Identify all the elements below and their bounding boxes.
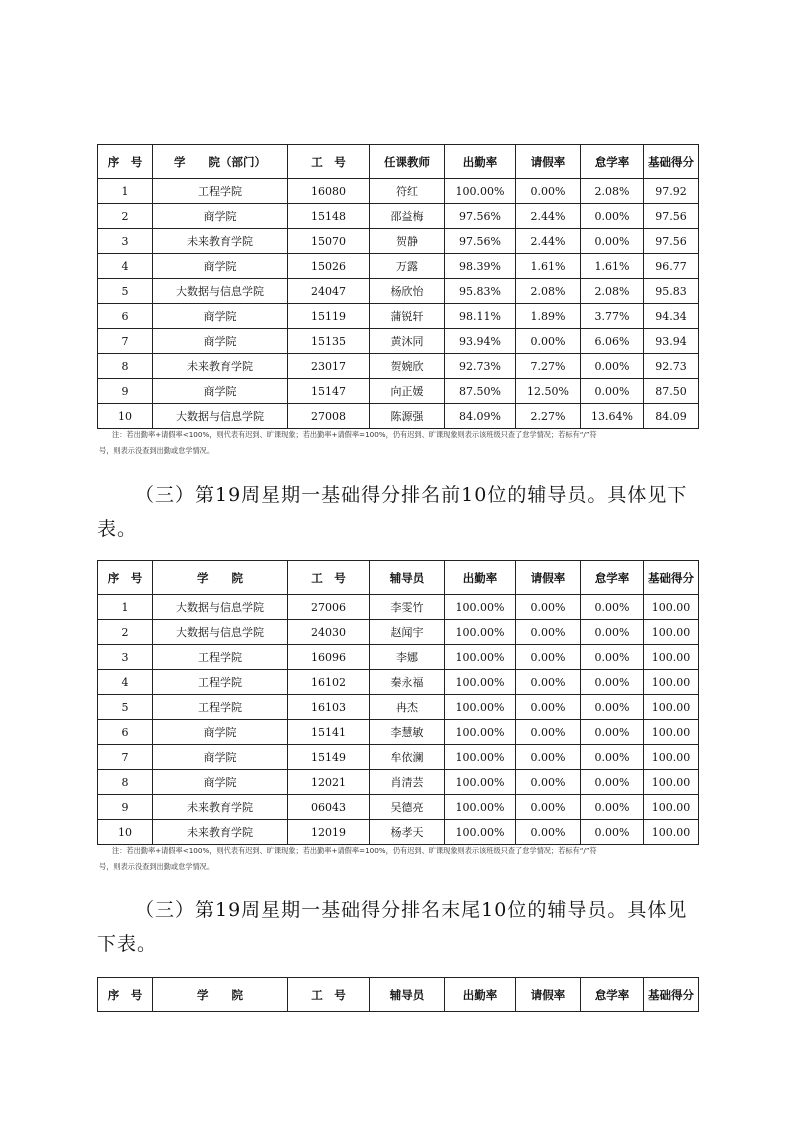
table-cell: 27008	[288, 404, 370, 429]
table-cell: 16096	[288, 645, 370, 670]
table-row	[98, 795, 699, 820]
table-cell: 24030	[288, 620, 370, 645]
table-cell: 0.00%	[581, 670, 644, 695]
table-cell: 3	[98, 645, 153, 670]
table-cell: 商学院	[153, 304, 288, 329]
table-cell: 12021	[288, 770, 370, 795]
table-cell: 06043	[288, 795, 370, 820]
table-cell: 10	[98, 404, 153, 429]
table-cell: 97.56	[644, 229, 699, 254]
table-cell: 15141	[288, 720, 370, 745]
table-cell: 10	[98, 820, 153, 845]
table-cell: 87.50%	[445, 379, 516, 404]
column-header: 出勤率	[445, 561, 516, 595]
table-cell: 0.00%	[516, 770, 581, 795]
table-cell: 0.00%	[581, 820, 644, 845]
table-cell: 97.56%	[445, 204, 516, 229]
table-cell: 87.50	[644, 379, 699, 404]
table-cell: 7	[98, 745, 153, 770]
table-cell: 未来教育学院	[153, 820, 288, 845]
table-cell: 6	[98, 304, 153, 329]
table-cell: 未来教育学院	[153, 229, 288, 254]
column-header: 序 号	[98, 561, 153, 595]
table-cell: 2.27%	[516, 404, 581, 429]
table-row	[98, 720, 699, 745]
table-cell: 工程学院	[153, 645, 288, 670]
table-cell: 84.09%	[445, 404, 516, 429]
table-cell: 2.44%	[516, 229, 581, 254]
table-cell: 0.00%	[516, 670, 581, 695]
teacher-ranking-table	[97, 144, 699, 429]
table-cell: 吴德亮	[370, 795, 445, 820]
table-note	[99, 427, 697, 459]
column-header: 基础得分	[644, 145, 699, 179]
table-cell: 0.00%	[581, 695, 644, 720]
table-header-row	[98, 145, 699, 179]
table-cell: 商学院	[153, 329, 288, 354]
table-cell: 3	[98, 229, 153, 254]
table-cell: 0.00%	[516, 595, 581, 620]
table-cell: 92.73	[644, 354, 699, 379]
table-cell: 1.61%	[581, 254, 644, 279]
table-cell: 0.00%	[516, 179, 581, 204]
table-row	[98, 820, 699, 845]
column-header: 请假率	[516, 978, 581, 1012]
table-cell: 0.00%	[581, 795, 644, 820]
table-row	[98, 745, 699, 770]
table-cell: 2	[98, 204, 153, 229]
table-cell: 向正媛	[370, 379, 445, 404]
table-cell: 大数据与信息学院	[153, 620, 288, 645]
table-row	[98, 229, 699, 254]
table-cell: 工程学院	[153, 179, 288, 204]
column-header: 出勤率	[445, 978, 516, 1012]
table-cell: 98.39%	[445, 254, 516, 279]
counselor-ranking-table	[97, 560, 699, 845]
table-row	[98, 670, 699, 695]
table-cell: 7.27%	[516, 354, 581, 379]
table-cell: 100.00	[644, 695, 699, 720]
table-cell: 100.00%	[445, 645, 516, 670]
table-cell: 100.00%	[445, 820, 516, 845]
table-cell: 100.00%	[445, 620, 516, 645]
note-line-2: 号，则表示没查到出勤或怠学情况。	[99, 446, 215, 455]
table-cell: 3.77%	[581, 304, 644, 329]
table-cell: 15026	[288, 254, 370, 279]
table-cell: 9	[98, 379, 153, 404]
column-header: 请假率	[516, 561, 581, 595]
table-cell: 100.00	[644, 720, 699, 745]
column-header: 任课教师	[370, 145, 445, 179]
table-cell: 0.00%	[516, 745, 581, 770]
table-row	[98, 329, 699, 354]
table-cell: 100.00	[644, 670, 699, 695]
table-cell: 15135	[288, 329, 370, 354]
table-cell: 0.00%	[581, 720, 644, 745]
table-cell: 0.00%	[581, 379, 644, 404]
table-cell: 1.89%	[516, 304, 581, 329]
table-cell: 大数据与信息学院	[153, 279, 288, 304]
table-cell: 98.11%	[445, 304, 516, 329]
section-heading-bottom: （三）第19周星期一基础得分排名末尾10位的辅导员。具体见下表。	[97, 899, 688, 955]
table-cell: 陈源强	[370, 404, 445, 429]
table-cell: 100.00%	[445, 770, 516, 795]
table-row	[98, 595, 699, 620]
table-cell: 0.00%	[581, 620, 644, 645]
table-cell: 0.00%	[516, 620, 581, 645]
table-cell: 12.50%	[516, 379, 581, 404]
table-cell: 0.00%	[516, 820, 581, 845]
table-cell: 15119	[288, 304, 370, 329]
note-line-1: 注：若出勤率+请假率<100%，则代表有迟到、旷课现象；若出勤率+请假率=100%，仍有迟到、旷课现象则表示该班级只查了怠学情况；若标有“/”符	[112, 846, 597, 855]
table-cell: 0.00%	[581, 745, 644, 770]
column-header: 学 院	[153, 561, 288, 595]
table-cell: 工程学院	[153, 695, 288, 720]
table-cell: 蒲锐轩	[370, 304, 445, 329]
table-cell: 0.00%	[581, 645, 644, 670]
table-cell: 0.00%	[516, 795, 581, 820]
table-cell: 李娜	[370, 645, 445, 670]
table-cell: 15147	[288, 379, 370, 404]
table-row	[98, 254, 699, 279]
table-row	[98, 304, 699, 329]
table-cell: 赵闻宇	[370, 620, 445, 645]
table-cell: 黄沐同	[370, 329, 445, 354]
column-header: 怠学率	[581, 978, 644, 1012]
table-cell: 15149	[288, 745, 370, 770]
table-cell: 符红	[370, 179, 445, 204]
column-header: 工 号	[288, 978, 370, 1012]
table-cell: 8	[98, 770, 153, 795]
table-row	[98, 179, 699, 204]
table-cell: 92.73%	[445, 354, 516, 379]
table-cell: 84.09	[644, 404, 699, 429]
table-cell: 大数据与信息学院	[153, 404, 288, 429]
table-cell: 未来教育学院	[153, 354, 288, 379]
table-cell: 1	[98, 179, 153, 204]
table-cell: 100.00	[644, 820, 699, 845]
table-header-row	[98, 561, 699, 595]
table-cell: 95.83	[644, 279, 699, 304]
table-cell: 0.00%	[581, 354, 644, 379]
counselor-bottom-table	[97, 977, 699, 1012]
table-cell: 16103	[288, 695, 370, 720]
column-header: 辅导员	[370, 978, 445, 1012]
table-cell: 100.00%	[445, 695, 516, 720]
table-cell: 5	[98, 279, 153, 304]
table-cell: 16102	[288, 670, 370, 695]
table-row	[98, 645, 699, 670]
table-cell: 23017	[288, 354, 370, 379]
table-cell: 秦永福	[370, 670, 445, 695]
table-cell: 商学院	[153, 204, 288, 229]
table-cell: 邵益梅	[370, 204, 445, 229]
table-cell: 贺婉欣	[370, 354, 445, 379]
table-cell: 2.08%	[516, 279, 581, 304]
table-cell: 0.00%	[581, 595, 644, 620]
table-cell: 100.00	[644, 595, 699, 620]
table-cell: 2	[98, 620, 153, 645]
table-cell: 2.08%	[581, 279, 644, 304]
table-cell: 未来教育学院	[153, 795, 288, 820]
table-cell: 0.00%	[516, 695, 581, 720]
table-cell: 7	[98, 329, 153, 354]
table-cell: 0.00%	[516, 329, 581, 354]
table-cell: 商学院	[153, 745, 288, 770]
table-cell: 商学院	[153, 379, 288, 404]
table-cell: 9	[98, 795, 153, 820]
table-cell: 100.00%	[445, 745, 516, 770]
table-cell: 95.83%	[445, 279, 516, 304]
table-cell: 牟依澜	[370, 745, 445, 770]
table-cell: 大数据与信息学院	[153, 595, 288, 620]
table-row	[98, 620, 699, 645]
table-cell: 100.00	[644, 745, 699, 770]
table-cell: 100.00	[644, 620, 699, 645]
table-header-row	[98, 978, 699, 1012]
table-cell: 8	[98, 354, 153, 379]
table-cell: 万露	[370, 254, 445, 279]
table-row	[98, 770, 699, 795]
table-cell: 0.00%	[581, 770, 644, 795]
table-row	[98, 695, 699, 720]
column-header: 出勤率	[445, 145, 516, 179]
column-header: 工 号	[288, 561, 370, 595]
table-cell: 93.94%	[445, 329, 516, 354]
table-cell: 24047	[288, 279, 370, 304]
table-cell: 肖清芸	[370, 770, 445, 795]
table-cell: 100.00	[644, 770, 699, 795]
table-cell: 商学院	[153, 254, 288, 279]
table-row	[98, 379, 699, 404]
table-cell: 商学院	[153, 720, 288, 745]
table-cell: 1.61%	[516, 254, 581, 279]
table-cell: 100.00%	[445, 670, 516, 695]
table-cell: 0.00%	[581, 204, 644, 229]
table-cell: 100.00%	[445, 595, 516, 620]
column-header: 请假率	[516, 145, 581, 179]
table-cell: 4	[98, 670, 153, 695]
table-cell: 6.06%	[581, 329, 644, 354]
table-cell: 97.56%	[445, 229, 516, 254]
column-header: 基础得分	[644, 978, 699, 1012]
table-cell: 100.00%	[445, 179, 516, 204]
table-cell: 0.00%	[516, 645, 581, 670]
column-header: 基础得分	[644, 561, 699, 595]
table-cell: 0.00%	[516, 720, 581, 745]
table-row	[98, 279, 699, 304]
column-header: 怠学率	[581, 145, 644, 179]
table-cell: 5	[98, 695, 153, 720]
table-cell: 李雯竹	[370, 595, 445, 620]
note-line-2: 号，则表示没查到出勤或怠学情况。	[99, 862, 215, 871]
table-cell: 100.00	[644, 645, 699, 670]
table-cell: 16080	[288, 179, 370, 204]
table-cell: 100.00	[644, 795, 699, 820]
table-cell: 杨孝天	[370, 820, 445, 845]
table-cell: 李慧敏	[370, 720, 445, 745]
table-cell: 13.64%	[581, 404, 644, 429]
table-cell: 94.34	[644, 304, 699, 329]
table-cell: 4	[98, 254, 153, 279]
column-header: 序 号	[98, 145, 153, 179]
table-row	[98, 354, 699, 379]
column-header: 怠学率	[581, 561, 644, 595]
table-cell: 2.08%	[581, 179, 644, 204]
table-cell: 1	[98, 595, 153, 620]
table-cell: 15148	[288, 204, 370, 229]
table-cell: 冉杰	[370, 695, 445, 720]
column-header: 学 院	[153, 978, 288, 1012]
table-row	[98, 404, 699, 429]
table-cell: 贺静	[370, 229, 445, 254]
table-cell: 97.92	[644, 179, 699, 204]
table-cell: 27006	[288, 595, 370, 620]
column-header: 工 号	[288, 145, 370, 179]
table-cell: 100.00%	[445, 720, 516, 745]
column-header: 辅导员	[370, 561, 445, 595]
table-cell: 15070	[288, 229, 370, 254]
table-cell: 96.77	[644, 254, 699, 279]
table-note	[99, 843, 697, 875]
table-cell: 杨欣怡	[370, 279, 445, 304]
column-header: 学 院（部门）	[153, 145, 288, 179]
section-heading-top: （三）第19周星期一基础得分排名前10位的辅导员。具体见下表。	[97, 484, 688, 540]
table-row	[98, 204, 699, 229]
table-cell: 0.00%	[581, 229, 644, 254]
table-cell: 2.44%	[516, 204, 581, 229]
table-cell: 93.94	[644, 329, 699, 354]
table-cell: 6	[98, 720, 153, 745]
note-line-1: 注：若出勤率+请假率<100%，则代表有迟到、旷课现象；若出勤率+请假率=100%，仍有迟到、旷课现象则表示该班级只查了怠学情况；若标有“/”符	[112, 430, 597, 439]
table-cell: 12019	[288, 820, 370, 845]
table-cell: 工程学院	[153, 670, 288, 695]
column-header: 序 号	[98, 978, 153, 1012]
table-cell: 97.56	[644, 204, 699, 229]
table-cell: 商学院	[153, 770, 288, 795]
table-cell: 100.00%	[445, 795, 516, 820]
